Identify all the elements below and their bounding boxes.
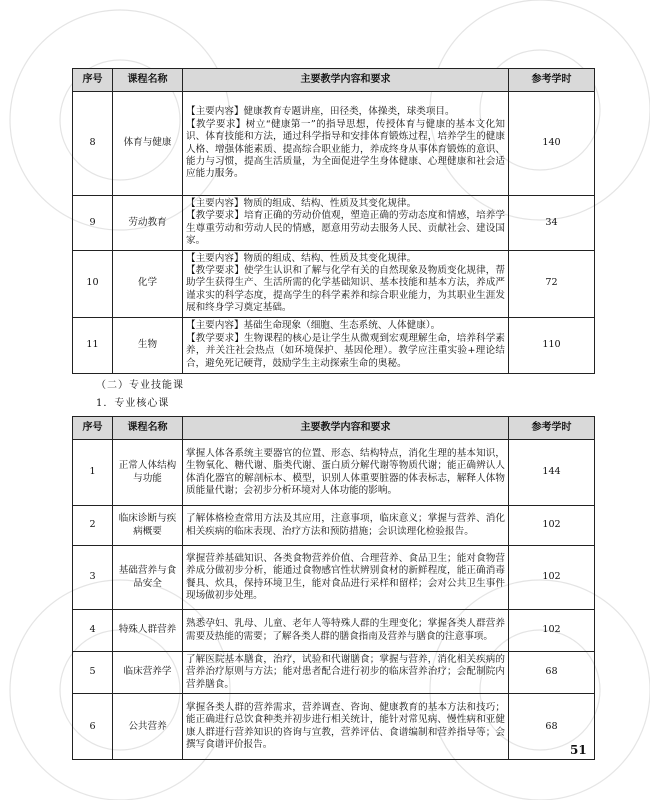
row-hours: 68: [509, 652, 595, 694]
table-header-row: [73, 417, 595, 440]
row-num: 4: [73, 610, 113, 652]
row-main-content: 【主要内容】物质的组成、结构、性质及其变化规律。: [186, 252, 417, 264]
row-hours: 102: [509, 610, 595, 652]
row-course-name: 化学: [113, 250, 183, 317]
row-requirements: 【教学要求】生物课程的核心是让学生从微观到宏观理解生命，培养科学素养，并关注社会热点（如环境保护、基因伦理）。教学应注重实验+理论结合，避免死记硬背，鼓励学生主动探索生命的奥秘。: [186, 332, 505, 369]
table-row: [73, 250, 595, 317]
row-requirements: 【教学要求】使学生认识和了解与化学有关的自然现象及物质变化规律，帮助学生获得生产、生活所需的化学基础知识、基本技能和基本方法，养成严谨求实的科学态度，提高学生的科学素养和综合职业能力，为其职业生涯发展和终身学习奠定基础。: [186, 265, 505, 314]
table-row: [73, 694, 595, 760]
course-table-core: [72, 416, 595, 760]
table-row: [73, 440, 595, 506]
row-num: 8: [73, 92, 113, 196]
table-row: [73, 196, 595, 251]
row-num: 2: [73, 506, 113, 546]
row-course-name: 体育与健康: [113, 92, 183, 196]
table-row: [73, 652, 595, 694]
header-num: 序号: [73, 417, 113, 440]
page-number: 51: [570, 743, 587, 757]
row-content: 掌握营养基础知识、各类食物营养价值、合理营养、食品卫生；能对食物营养成分做初步分析，能通过食物感官性状辨别食材的新鲜程度，能正确消毒餐具、炊具，保持环境卫生，能对食品进行采样和留样；会对公共卫生事件现场做初步处理。: [183, 546, 509, 610]
row-hours: 34: [509, 196, 595, 251]
row-course-name: 劳动教育: [113, 196, 183, 251]
row-requirements: 【教学要求】培育正确的劳动价值观，塑造正确的劳动态度和情感，培养学生尊重劳动和劳动人民的情感，愿意用劳动去服务人民、贡献社会、建设国家。: [186, 210, 505, 247]
row-course-name: 生物: [113, 317, 183, 373]
row-course-name: 临床营养学: [113, 652, 183, 694]
row-num: 1: [73, 440, 113, 506]
row-hours: 68: [509, 694, 595, 760]
header-hours: 参考学时: [509, 417, 595, 440]
header-course-name: 课程名称: [113, 417, 183, 440]
header-hours: 参考学时: [509, 69, 595, 92]
course-table-general: [72, 68, 595, 374]
row-course-name: 公共营养: [113, 694, 183, 760]
row-content: 了解体格检查常用方法及其应用，注意事项，临床意义；掌握与营养、消化相关疾病的临床表现、治疗方法和预防措施；会识读理化检验报告。: [183, 506, 509, 546]
row-course-name: 正常人体结构与功能: [113, 440, 183, 506]
row-content: 掌握人体各系统主要器官的位置、形态、结构特点，消化生理的基本知识，生物氧化、糖代谢、脂类代谢、蛋白质分解代谢等物质代谢；能正确辨认人体消化器官的解剖标本、模型，识别人体重要脏器的体表标志，解释人体物质能量代谢；会初步分析环境对人体功能的影响。: [183, 440, 509, 506]
section-heading: （二）专业技能课: [96, 380, 184, 391]
header-course-name: 课程名称: [113, 69, 183, 92]
row-hours: 72: [509, 250, 595, 317]
row-num: 9: [73, 196, 113, 251]
row-num: 3: [73, 546, 113, 610]
table-header-row: [73, 69, 595, 92]
row-content: 了解医院基本膳食，治疗，试验和代谢膳食；掌握与营养，消化相关疾病的营养治疗原则与方法；能对患者配合进行初步的临床营养治疗；会配制院内营养膳食。: [183, 652, 509, 694]
row-hours: 144: [509, 440, 595, 506]
row-content: [183, 250, 509, 317]
header-content: 主要教学内容和要求: [183, 417, 509, 440]
row-content: [183, 92, 509, 196]
table-row: [73, 610, 595, 652]
row-course-name: 基础营养与食品安全: [113, 546, 183, 610]
row-content: [183, 317, 509, 373]
row-content: 熟悉孕妇、乳母、儿童、老年人等特殊人群的生理变化；掌握各类人群营养需要及热能的需要；了解各类人群的膳食指南及营养与膳食的注意事项。: [183, 610, 509, 652]
table-row: [73, 506, 595, 546]
row-num: 5: [73, 652, 113, 694]
row-main-content: 【主要内容】健康教育专题讲座，田径类，体操类，球类项目。: [186, 106, 455, 118]
header-content: 主要教学内容和要求: [183, 69, 509, 92]
row-num: 11: [73, 317, 113, 373]
row-course-name: 临床诊断与疾病概要: [113, 506, 183, 546]
row-hours: 102: [509, 506, 595, 546]
row-hours: 110: [509, 317, 595, 373]
row-num: 10: [73, 250, 113, 317]
header-num: 序号: [73, 69, 113, 92]
table-row: [73, 92, 595, 196]
table-row: [73, 546, 595, 610]
row-course-name: 特殊人群营养: [113, 610, 183, 652]
row-main-content: 【主要内容】物质的组成、结构、性质及其变化规律。: [186, 198, 417, 209]
row-num: 6: [73, 694, 113, 760]
row-content: [183, 196, 509, 251]
subsection-heading: 1．专业核心课: [96, 398, 170, 409]
row-main-content: 【主要内容】基础生命现象（细胞、生态系统、人体健康）。: [186, 320, 441, 332]
row-hours: 140: [509, 92, 595, 196]
row-hours: 102: [509, 546, 595, 610]
table-row: [73, 317, 595, 373]
row-requirements: 【教学要求】树立“健康第一”的指导思想，传授体育与健康的基本文化知识、体育技能和方法，通过科学指导和安排体育锻炼过程，培养学生的健康人格、增强体能素质、提高综合职业能力，养成终身从事体育锻炼的意识、能力与习惯，提高生活质量，为全面促进学生身体健康、心理健康和社会适应能力服务。: [186, 118, 505, 180]
row-content: 掌握各类人群的营养需求，营养调查、咨询、健康教育的基本方法和技巧；能正确进行总饮食种类并初步进行相关统计，能针对常见病、慢性病和亚健康人群进行营养知识的咨询与宣教，营养评估、食谱编制和营养指导等；会撰写食谱评价报告。: [183, 694, 509, 760]
